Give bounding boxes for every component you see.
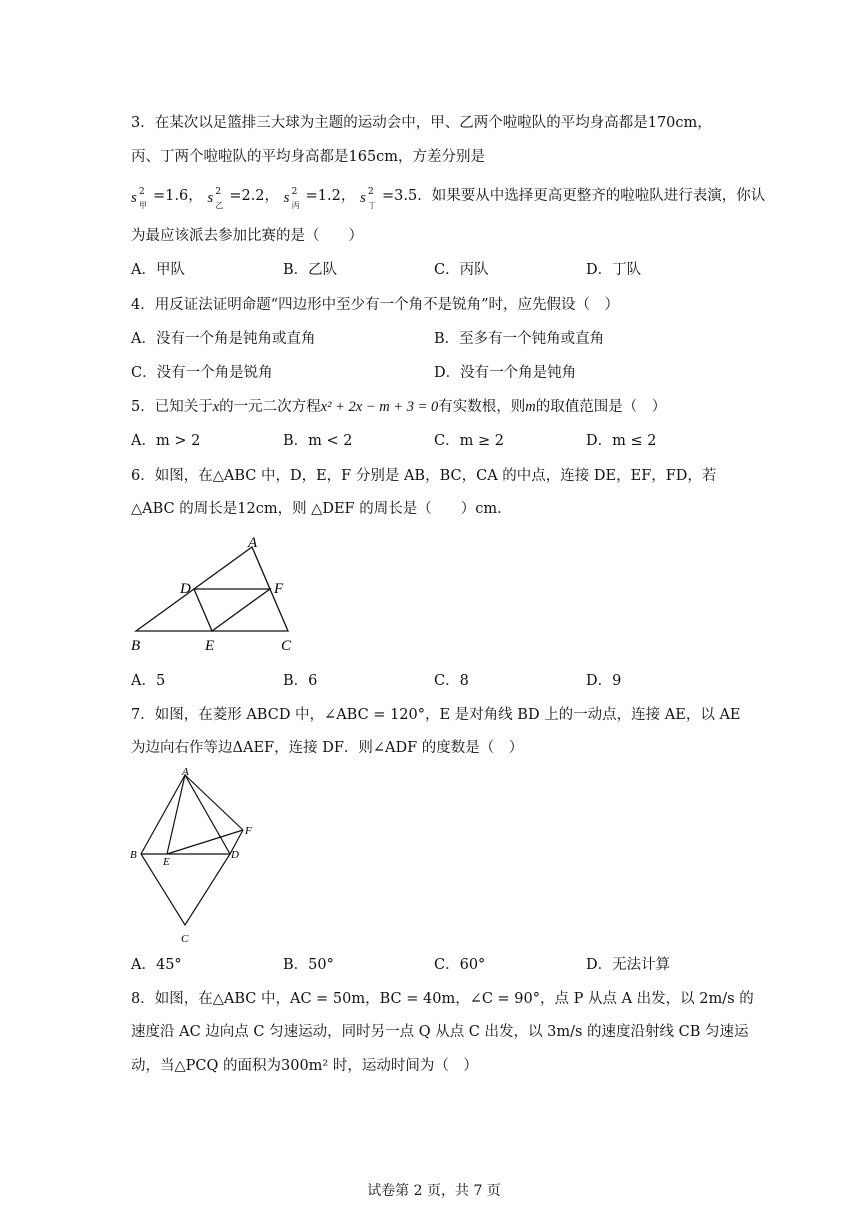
label-c: C (181, 933, 189, 945)
q6-option-a[interactable]: A．5 (131, 673, 166, 689)
q5-option-d[interactable]: D．m ≤ 2 (586, 433, 657, 449)
segment-ae (167, 775, 185, 854)
q7-option-c[interactable]: C．60° (434, 957, 486, 973)
label-c: C (281, 638, 292, 654)
q3-line4: 为最应该派去参加比赛的是（ ） (131, 228, 363, 244)
q4-option-d[interactable]: D．没有一个角是钝角 (434, 365, 577, 381)
q6-triangle-figure (128, 532, 308, 657)
q5-text: 的一元二次方程 (219, 399, 321, 415)
q3-option-d[interactable]: D．丁队 (586, 262, 642, 278)
q6-option-b[interactable]: B．6 (283, 673, 318, 689)
q3-option-b[interactable]: B．乙队 (283, 262, 338, 278)
q7-rhombus-figure (126, 763, 266, 948)
q7-option-a[interactable]: A．45° (131, 957, 182, 973)
variance-value: =2.2， (229, 188, 280, 204)
q6-line2: △ABC 的周长是12cm，则 △DEF 的周长是（ ）cm． (131, 501, 512, 517)
variance-value: =1.2， (305, 188, 356, 204)
q3-variances (131, 186, 766, 210)
q5-variable-x: x (212, 399, 220, 415)
label-e: E (163, 856, 170, 868)
q5-text: 5．已知关于 (131, 399, 213, 415)
label-a: A (182, 766, 189, 778)
label-a: A (248, 535, 258, 551)
q5-option-a[interactable]: A．m > 2 (131, 433, 201, 449)
label-f: F (245, 825, 252, 837)
label-f: F (274, 581, 284, 597)
triangle-def (194, 589, 270, 631)
q7-line1: 7．如图，在菱形 ABCD 中，∠ABC = 120°，E 是对角线 BD 上的一动点，连接 AE，以 AE (131, 707, 741, 723)
variance-symbol: s 2 丙 (283, 187, 300, 210)
rhombus-abcd (141, 775, 230, 925)
q5-equation: x² + 2x − m + 3 = 0 (320, 399, 439, 415)
q4-option-b[interactable]: B．至多有一个钝角或直角 (434, 331, 605, 347)
q3-line3-tail: ．如果要从中选择更高更整齐的啦啦队进行表演，你认 (417, 188, 766, 204)
segment-af (185, 775, 243, 830)
variance-symbol: s 2 丁 (359, 187, 376, 210)
label-b: B (131, 638, 141, 654)
q8-line2: 速度沿 AC 边向点 C 匀速运动，同时另一点 Q 从点 C 出发，以 3m/s 的速度沿射线 CB 匀速运 (131, 1024, 749, 1040)
q3-line2: 丙、丁两个啦啦队的平均身高都是165cm，方差分别是 (131, 149, 486, 165)
q5-text: 有实数根，则 (438, 399, 526, 415)
variance-value: =3.5 (381, 188, 418, 204)
q7-option-b[interactable]: B．50° (283, 957, 334, 973)
page-footer: 试卷第 2 页，共 7 页 (367, 1183, 501, 1199)
q8-line1: 8．如图，在△ABC 中，AC = 50m，BC = 40m，∠C = 90°，点 P 从点 A 出发，以 2m/s 的 (131, 991, 754, 1007)
q3-line1: 3．在某次以足篮排三大球为主题的运动会中，甲、乙两个啦啦队的平均身高都是170cm， (131, 115, 712, 131)
label-b: B (130, 849, 137, 861)
variance-symbol: s 2 甲 (131, 187, 147, 210)
q7-line2: 为边向右作等边ΔAEF，连接 DF．则∠ADF 的度数是（ ） (131, 740, 524, 756)
q8-line3: 动，当△PCQ 的面积为300m² 时，运动时间为（ ） (131, 1058, 478, 1074)
q7-option-d[interactable]: D．无法计算 (586, 957, 671, 973)
variance-symbol: s 2 乙 (207, 187, 224, 210)
q4-option-c[interactable]: C．没有一个角是锐角 (131, 365, 273, 381)
q5-variable-m: m (525, 399, 536, 415)
q4-option-a[interactable]: A．没有一个角是钝角或直角 (131, 331, 316, 347)
variance-value: =1.6， (153, 188, 203, 204)
label-d: D (231, 849, 239, 861)
q5-text: 的取值范围是（ ） (535, 399, 667, 415)
label-d: D (180, 581, 191, 597)
q3-option-c[interactable]: C．丙队 (434, 262, 489, 278)
q5-option-b[interactable]: B．m < 2 (283, 433, 353, 449)
q5-option-c[interactable]: C．m ≥ 2 (434, 433, 504, 449)
q6-option-c[interactable]: C．8 (434, 673, 469, 689)
q4-line1: 4．用反证法证明命题“四边形中至少有一个角不是锐角”时，应先假设（ ） (131, 297, 620, 313)
q3-option-a[interactable]: A．甲队 (131, 262, 185, 278)
label-e: E (205, 638, 215, 654)
q5-line1 (131, 397, 666, 417)
q6-option-d[interactable]: D．9 (586, 673, 622, 689)
q6-line1: 6．如图，在△ABC 中，D，E，F 分别是 AB，BC，CA 的中点，连接 DE，EF，FD，若 (131, 468, 717, 484)
